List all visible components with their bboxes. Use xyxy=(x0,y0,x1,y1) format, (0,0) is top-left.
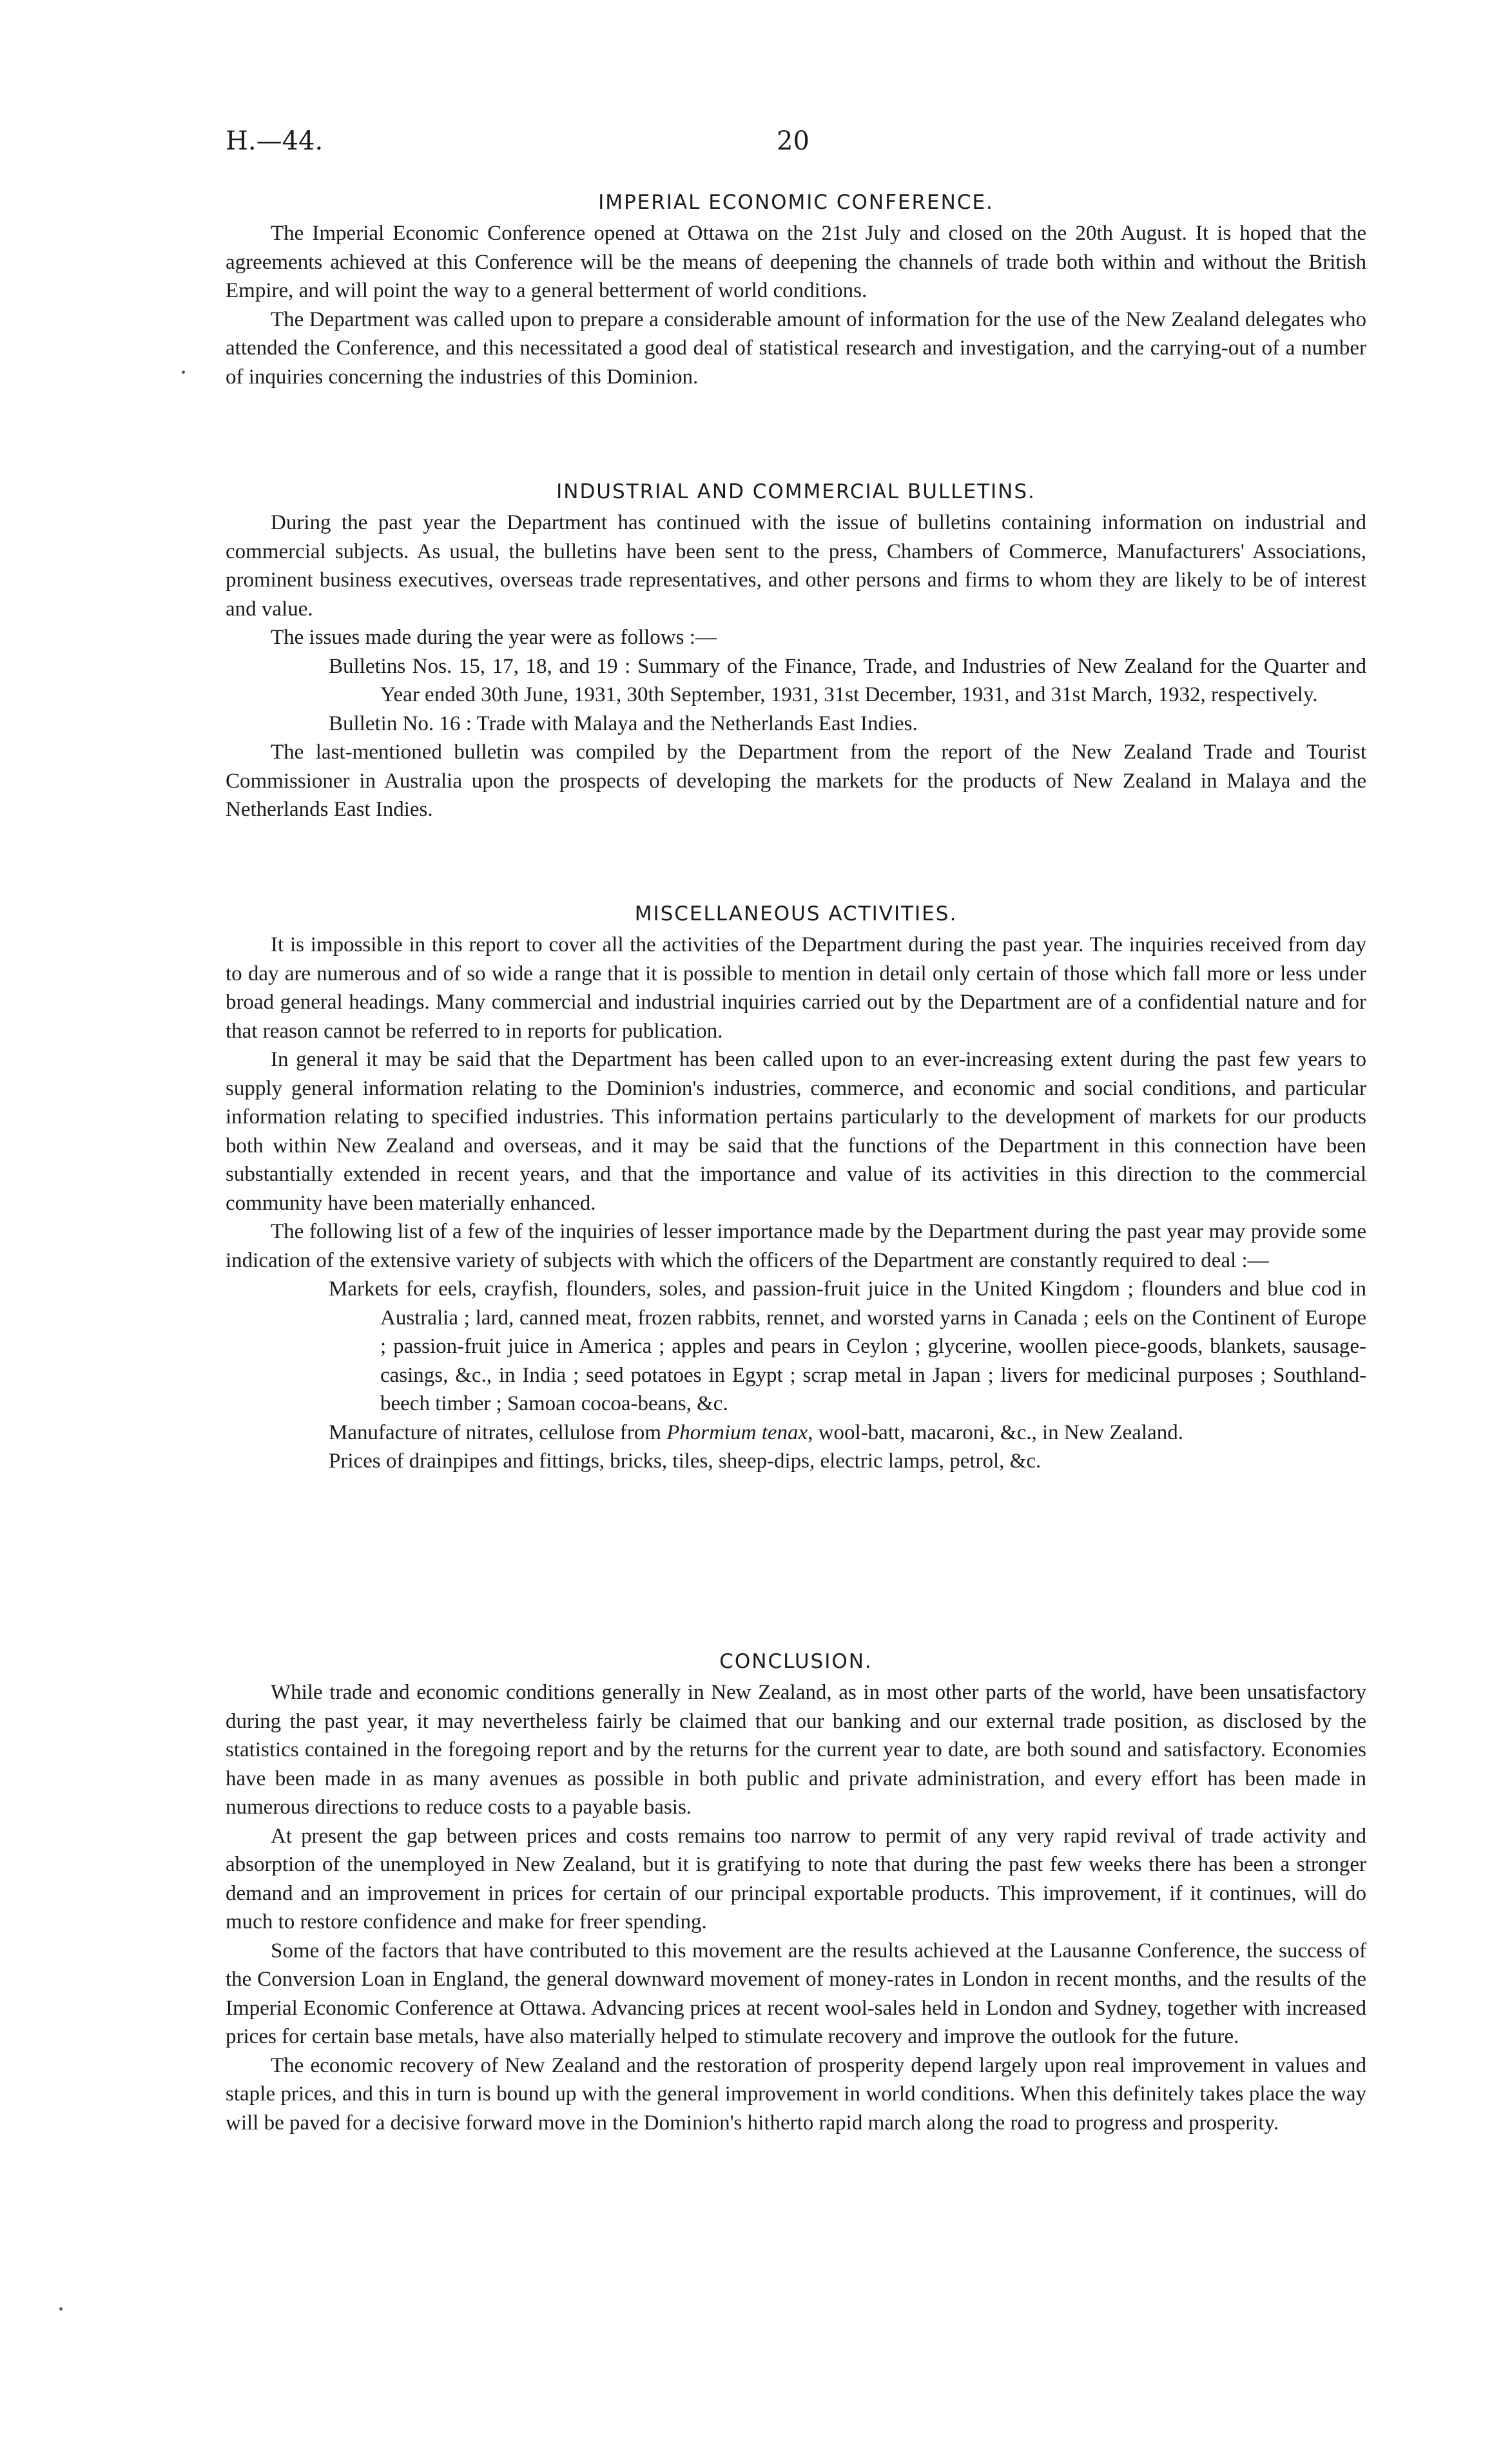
document-reference: H.—44. xyxy=(226,126,324,156)
paragraph: In general it may be said that the Department has been called upon to an ever-increasing extent during the past few years to supply general information relating to the Dominion's industries, commerce, and economic and social conditions, and particular information relating to specified industries. This information pertains particularly to the development of markets for our products both within New Zealand and overseas, and it may be said that the functions of the Department in this connection have been substantially extended in recent years, and that the importance and value of its activities in this direction to the commercial community have been materially enhanced. xyxy=(226,1048,1366,1215)
paragraph: During the past year the Department has continued with the issue of bulletins containing information on industrial and commercial subjects. As usual, the bulletins have been sent to the press, Chambers of Commerce, Manufacturers' Associations, prominent business executives, overseas trade representatives, and other persons and firms to whom they are likely to be of interest and value. xyxy=(226,511,1366,621)
paragraph: The Imperial Economic Conference opened at Ottawa on the 21st July and closed on the 20th August. It is hoped that the agreements achieved at this Conference will be the means of deepening the channels of trade both within and without the British Empire, and will point the way to a general betterment of world conditions. xyxy=(226,222,1366,302)
section-heading: INDUSTRIAL AND COMMERCIAL BULLETINS. xyxy=(556,480,1036,503)
paragraph: The Department was called upon to prepare a considerable amount of information for the use of the New Zealand delegates who attended the Conference, and this necessitated a good deal of statistical research and investigation, and the carrying-out of a number of inquiries concerning the industries of this Dominion. xyxy=(226,307,1366,389)
section-conclusion xyxy=(226,1650,1366,2137)
paragraph: Some of the factors that have contributed to this movement are the results achieved at the Lausanne Conference, the success of the Conversion Loan in England, the general downward movement of money-rates in London in recent months, and the results of the Imperial Economic Conference at Ottawa. Advancing prices at recent wool-sales held in London and Sydney, together with increased prices for certain base metals, have also materially helped to stimulate recovery and improve the outlook for the future. xyxy=(226,1939,1366,2048)
inquiry-list-item: Markets for eels, crayfish, flounders, soles, and passion-fruit juice in the United Kingdom ; flounders and blue cod in Australia ; lard, canned meat, frozen rabbits, rennet, and worsted yarns in Canada ; eels on the Continent of Europe ; passion-fruit juice in America ; apples and pears in Ceylon ; glycerine, woollen piece-goods, blankets, sausage-casings, &c., in India ; seed potatoes in Egypt ; scrap metal in Japan ; livers for medicinal purposes ; Southland-beech timber ; Samoan cocoa-beans, &c. xyxy=(329,1277,1366,1415)
species-name: Phormium tenax xyxy=(666,1420,808,1444)
bulletin-list-item: Bulletin No. 16 : Trade with Malaya and the Netherlands East Indies. xyxy=(329,712,918,735)
paragraph: While trade and economic conditions generally in New Zealand, as in most other parts of the world, have been unsatisfactory during the past year, it may nevertheless fairly be claimed that our banking and our external trade position, as disclosed by the statistics contained in the foregoing report and by the returns for the current year to date, are both sound and satisfactory. Economies have been made in as many avenues as possible in both public and private administration, and every effort has been made in numerous directions to reduce costs to a payable basis. xyxy=(226,1681,1366,1819)
paragraph: The last-mentioned bulletin was compiled by the Department from the report of the New Zealand Trade and Tourist Commissioner in Australia upon the prospects of developing the markets for the products of New Zealand in Malaya and the Netherlands East Indies. xyxy=(226,741,1366,821)
section-heading: MISCELLANEOUS ACTIVITIES. xyxy=(634,902,958,925)
section-imperial-conference xyxy=(226,191,1366,391)
paragraph: The economic recovery of New Zealand and the restoration of prosperity depend largely upon real improvement in values and staple prices, and this in turn is bound up with the general improvement in world conditions. When this definitely takes place the way will be paved for a decisive forward move in the Dominion's hitherto rapid march along the road to progress and prosperity. xyxy=(226,2053,1366,2135)
item-text: Manufacture of nitrates, cellulose from xyxy=(329,1420,661,1444)
margin-mark xyxy=(182,371,185,374)
inquiry-list-item: Prices of drainpipes and fittings, bricks, tiles, sheep-dips, electric lamps, petrol, &c. xyxy=(329,1449,1042,1473)
paragraph: The following list of a few of the inquiries of lesser importance made by the Department during the past year may provide some indication of the extensive variety of subjects with which the officers of the Department are constantly required to deal :— xyxy=(226,1220,1366,1272)
margin-mark xyxy=(59,2307,63,2311)
bulletin-list-item: Bulletins Nos. 15, 17, 18, and 19 : Summary of the Finance, Trade, and Industries of New Zealand for the Quarter and Year ended 30th June, 1931, 30th September, 1931, 31st December, 1931, and 31st March, 1932, respectively. xyxy=(329,654,1366,706)
page-number: 20 xyxy=(777,126,809,156)
inquiry-list-item xyxy=(329,1419,1366,1448)
item-text: , wool-batt, macaroni, &c., in New Zealand. xyxy=(808,1420,1183,1444)
section-bulletins xyxy=(226,480,1366,824)
paragraph: At present the gap between prices and costs remains too narrow to permit of any very rapid revival of trade activity and absorption of the unemployed in New Zealand, but it is gratifying to note that during the past few weeks there has been a stronger demand and an improvement in prices for certain of our principal exportable products. This improvement, if it continues, will do much to restore confidence and make for freer spending. xyxy=(226,1824,1366,1933)
section-heading: CONCLUSION. xyxy=(719,1650,873,1673)
paragraph: It is impossible in this report to cover all the activities of the Department during the past year. The inquiries received from day to day are numerous and of so wide a range that it is possible to mention in detail only certain of those which fall more or less under broad general headings. Many commercial and industrial inquiries carried out by the Department are of a confidential nature and for that reason cannot be referred to in reports for publication. xyxy=(226,933,1366,1043)
section-miscellaneous xyxy=(226,902,1366,1476)
paragraph: The issues made during the year were as follows :— xyxy=(271,626,717,649)
section-heading: IMPERIAL ECONOMIC CONFERENCE. xyxy=(598,191,994,214)
